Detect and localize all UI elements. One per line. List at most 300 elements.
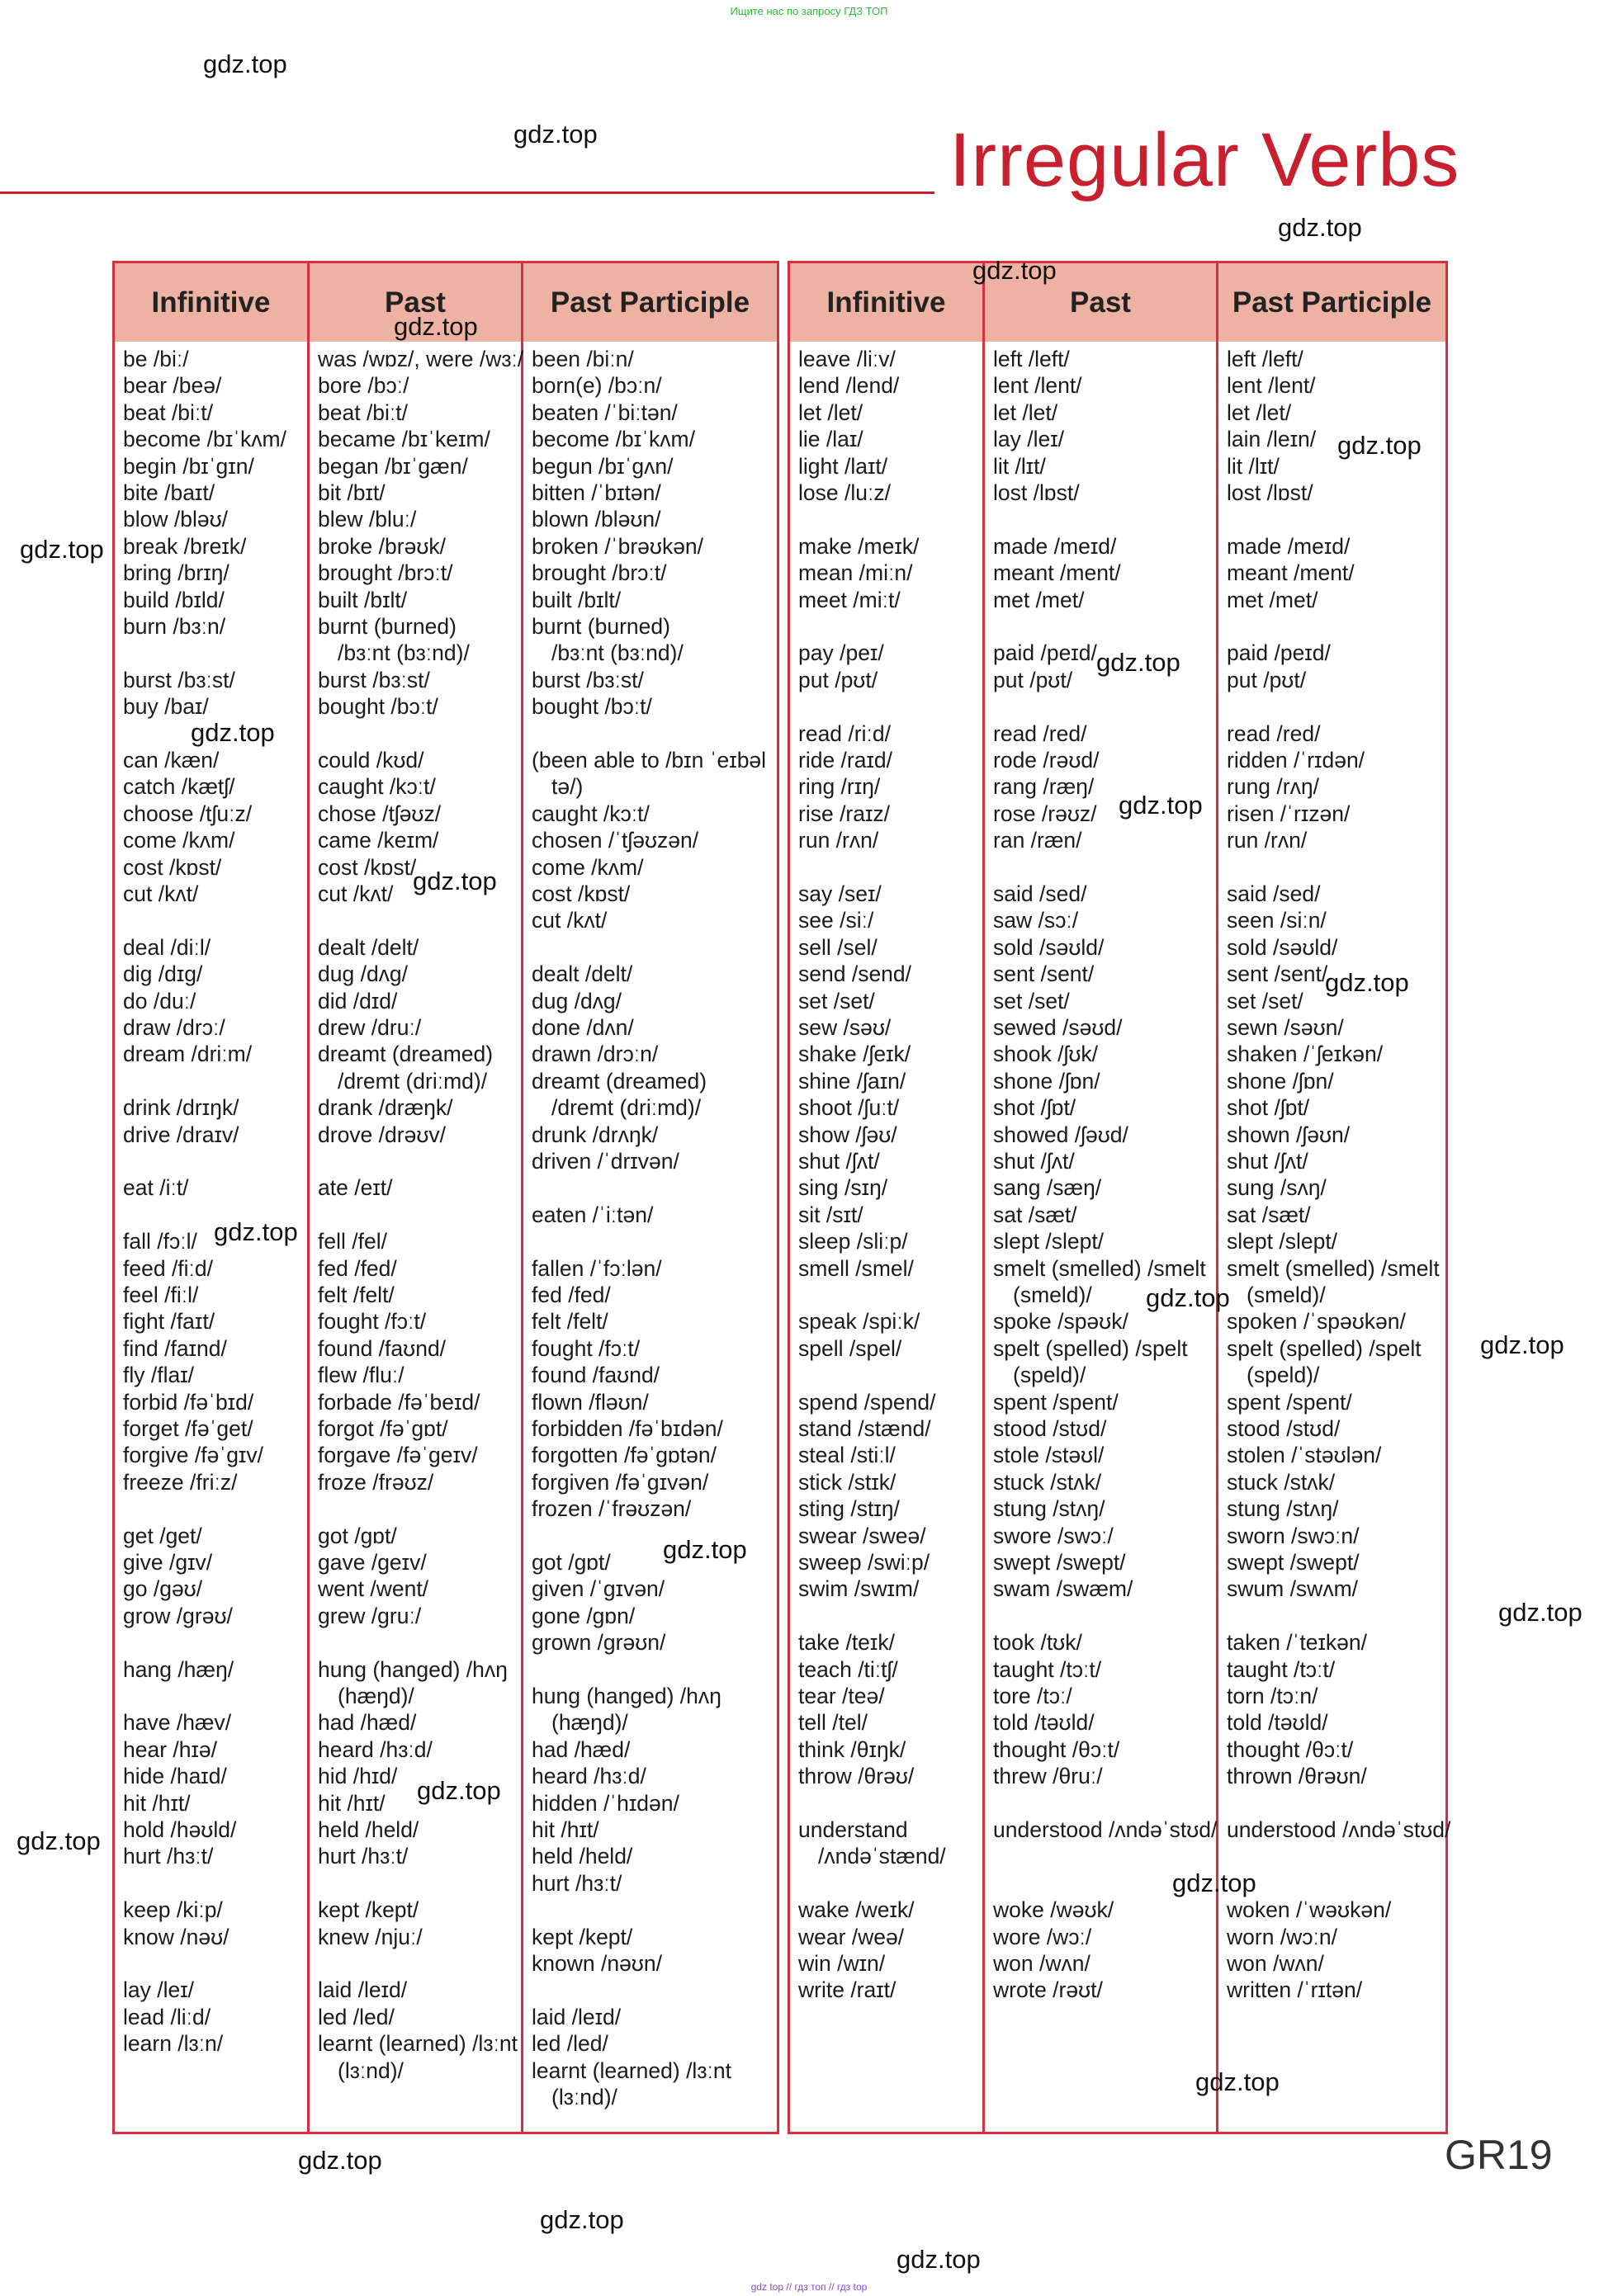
verb-form: made /meɪd/ [1227,533,1351,559]
verb-form: forbade /fəˈbeɪd/ [318,1389,480,1415]
verb-form: forgave /fəˈgeɪv/ [318,1443,478,1468]
verb-form: grew /gruː/ [318,1603,422,1628]
verb-form: win /wɪn/ [798,1951,886,1976]
verb-form: (lɜːnd)/ [551,2085,617,2109]
verb-form: threw /θruː/ [993,1764,1103,1789]
verb-form: swept /swept/ [1227,1550,1360,1575]
verb-form: had /hæd/ [318,1710,417,1736]
verb-form: sung /sʌŋ/ [1227,1175,1327,1201]
verb-form: let /let/ [993,399,1058,425]
verb-form: lain /leɪn/ [1227,427,1317,452]
verb-form: hear /hɪə/ [123,1736,218,1762]
verb-form: fall /fɔːl/ [123,1229,197,1254]
verb-form: came /keɪm/ [318,828,439,853]
verb-form: spent /spent/ [1227,1389,1352,1415]
verb-form: lent /lent/ [993,373,1082,399]
verb-form: wrote /rəʊt/ [993,1977,1103,2003]
verb-form: spelt (spelled) /spelt [993,1335,1188,1361]
verb-form: heard /hɜːd/ [318,1736,433,1762]
verb-form: mean /miːn/ [798,560,913,586]
verb-form: lost /lɒst/ [1227,480,1313,505]
verb-form: get /get/ [123,1523,202,1548]
verb-form: could /kʊd/ [318,748,424,772]
verb-form: torn /tɔːn/ [1227,1684,1318,1708]
verb-form: drawn /drɔːn/ [532,1042,659,1067]
verb-form: run /rʌn/ [798,828,879,853]
verb-form: lost /lɒst/ [993,480,1080,505]
verb-form: knew /njuː/ [318,1924,423,1949]
verb-form: do /duː/ [123,988,196,1013]
verb-form: go /gəʊ/ [123,1576,203,1602]
verb-form: lay /leɪ/ [123,1977,195,2003]
verb-form: find /faɪnd/ [123,1335,227,1361]
verb-form: thrown /θrəʊn/ [1227,1764,1367,1789]
watermark: gdz.top [417,1776,501,1805]
verb-form: swept /swept/ [993,1550,1126,1575]
verb-form: sworn /swɔːn/ [1227,1523,1360,1548]
verb-form: spoke /spəʊk/ [993,1309,1128,1335]
verb-form: cut /kʌt/ [532,908,608,933]
watermark: gdz.top [17,1826,101,1855]
verb-form: cost /kɒst/ [123,854,222,880]
verb-form: understood /ʌndəˈstʊd/ [1227,1817,1451,1842]
verb-form: taught /tɔːt/ [993,1656,1102,1682]
verb-form: put /pʊt/ [993,667,1073,692]
verb-form: drink /drɪŋk/ [123,1095,239,1121]
verb-form: burst /bɜːst/ [123,667,235,692]
verb-form: beat /biːt/ [123,399,214,425]
verb-form: say /seɪ/ [798,881,882,906]
verb-form: got /gɒt/ [532,1550,611,1575]
verb-form: did /dɪd/ [318,988,398,1013]
watermark: gdz.top [1325,968,1409,997]
verb-form: stood /stʊd/ [993,1416,1107,1441]
verb-form: left /left/ [993,347,1070,371]
verb-form: fed /fed/ [532,1283,611,1307]
verb-form: eaten /ˈiːtən/ [532,1202,654,1227]
watermark: gdz.top [972,256,1057,285]
watermark: gdz.top [1096,648,1180,677]
verb-form: stuck /stʌk/ [993,1469,1102,1495]
watermark: gdz.top [1498,1598,1583,1627]
verb-form: shone /ʃɒn/ [993,1068,1100,1094]
verb-form: (smeld)/ [1013,1283,1092,1307]
verb-form: sat /sæt/ [993,1202,1077,1227]
verb-form: dreamt (dreamed) [532,1068,707,1094]
verb-form: smell /smel/ [798,1255,914,1281]
verb-form: built /bɪlt/ [318,587,408,612]
verb-form: let /let/ [798,399,863,425]
verb-form: burnt (burned) [318,614,457,639]
verb-form: stung /stʌŋ/ [993,1496,1105,1522]
verb-form: run /rʌn/ [1227,828,1308,853]
verb-form: built /bɪlt/ [532,587,622,612]
watermark: gdz.top [897,2245,981,2274]
verb-form: shut /ʃʌt/ [1227,1149,1308,1174]
verb-form: rang /ræŋ/ [993,774,1095,800]
verb-form: sewed /səʊd/ [993,1015,1123,1040]
verb-form: found /faʊnd/ [318,1335,447,1361]
header-past: Past [1070,286,1131,319]
verb-form: spoken /ˈspəʊkən/ [1227,1309,1406,1335]
verb-form: smelt (smelled) /smelt [1227,1255,1440,1281]
verb-form: dug /dʌg/ [318,961,409,987]
verb-form: felt /felt/ [318,1283,395,1307]
verb-form: heard /hɜːd/ [532,1764,646,1789]
watermark: gdz.top [413,867,497,895]
verb-form: feed /fiːd/ [123,1255,214,1281]
verb-form: /bɜːnt (bɜːnd)/ [338,640,470,666]
verb-form: stuck /stʌk/ [1227,1469,1336,1495]
verb-form: grown /grəʊn/ [532,1630,666,1656]
verb-form: made /meɪd/ [993,533,1117,559]
verb-form: pay /peɪ/ [798,640,884,666]
header-infinitive: Infinitive [151,286,271,319]
verb-form: freeze /friːz/ [123,1469,238,1495]
verb-form: felt /felt/ [532,1309,608,1335]
verb-form: forbid /fəˈbɪd/ [123,1389,254,1415]
verb-form: put /pʊt/ [798,667,878,692]
verb-form: sang /sæŋ/ [993,1175,1102,1201]
verb-form: forgiven /fəˈgɪvən/ [532,1469,709,1495]
verb-form: ridden /ˈrɪdən/ [1227,748,1365,772]
verb-form: met /met/ [993,587,1085,612]
verb-form: known /nəʊn/ [532,1951,662,1976]
verb-form: have /hæv/ [123,1710,232,1736]
verb-form: bought /bɔːt/ [318,694,438,720]
verb-form: said /sed/ [1227,881,1321,906]
verb-form: bite /baɪt/ [123,480,215,505]
verb-form: born(e) /bɔːn/ [532,373,662,399]
verb-form: blown /bləʊn/ [532,507,661,532]
verb-form: take /teɪk/ [798,1630,895,1656]
verb-form: shine /ʃaɪn/ [798,1068,906,1094]
verb-form: held /held/ [318,1817,419,1842]
header-past-participle: Past Participle [1232,286,1432,319]
verb-form: gave /geɪv/ [318,1550,427,1575]
verb-form: hit /hɪt/ [318,1790,386,1816]
verb-form: tell /tel/ [798,1710,868,1736]
verb-form: sting /stɪŋ/ [798,1496,900,1522]
verb-form: sent /sent/ [1227,961,1328,987]
verb-form: swore /swɔː/ [993,1523,1114,1548]
verb-form: shook /ʃʊk/ [993,1042,1099,1067]
verb-form: cut /kʌt/ [123,881,199,906]
verb-form: set /set/ [798,988,875,1013]
verb-form: said /sed/ [993,881,1087,906]
verb-form: tə/) [551,774,584,800]
verb-form: deal /diːl/ [123,934,211,960]
column-divider [982,263,985,2132]
verb-form: teach /tiːtʃ/ [798,1656,898,1682]
verb-form: beat /biːt/ [318,399,409,425]
verb-form: shaken /ˈʃeɪkən/ [1227,1042,1384,1067]
verb-form: drove /drəʊv/ [318,1122,446,1147]
verb-form: chosen /ˈtʃəʊzən/ [532,828,699,853]
verb-form: think /θɪŋk/ [798,1736,906,1762]
verb-form: took /tʊk/ [993,1630,1082,1656]
verb-form: froze /frəʊz/ [318,1469,434,1495]
verb-form: told /təʊld/ [993,1710,1095,1736]
verb-form: learnt (learned) /lɜːnt [532,2057,731,2083]
verb-form: keep /kiːp/ [123,1897,223,1923]
watermark: gdz.top [1146,1283,1230,1312]
verb-form: hit /hɪt/ [532,1817,599,1842]
verb-form: been /biːn/ [532,347,634,371]
verb-form: taken /ˈteɪkən/ [1227,1630,1367,1656]
verb-form: kept /kept/ [318,1897,419,1923]
verb-form: become /bɪˈkʌm/ [123,427,286,452]
verb-form: (speld)/ [1013,1363,1086,1388]
verb-form: bore /bɔː/ [318,373,409,399]
verb-form: hurt /hɜːt/ [123,1844,214,1869]
verb-form: steal /stiːl/ [798,1443,896,1468]
verb-form: cost /kɒst/ [532,881,631,906]
verb-form: set /set/ [1227,988,1303,1013]
verb-form: forbidden /fəˈbɪdən/ [532,1416,723,1441]
verb-form: leave /liːv/ [798,347,896,371]
verb-form: began /bɪˈgæn/ [318,453,468,479]
verb-form: tore /tɔː/ [993,1684,1072,1708]
verb-form: rose /rəʊz/ [993,801,1097,826]
verb-form: shut /ʃʌt/ [993,1149,1075,1174]
verb-form: thought /θɔːt/ [993,1736,1120,1762]
column-divider [1216,263,1218,2132]
verb-form: show /ʃəʊ/ [798,1122,897,1147]
verb-form: come /kʌm/ [532,854,644,880]
verb-form: hung (hanged) /hʌŋ [532,1684,721,1708]
verb-form: light /laɪt/ [798,453,888,479]
verb-form: woken /ˈwəʊkən/ [1227,1897,1392,1923]
verb-form: hit /hɪt/ [123,1790,191,1816]
watermark: gdz.top [1172,1868,1256,1897]
verb-form: brought /brɔːt/ [532,560,667,586]
verb-form: stolen /ˈstəʊlən/ [1227,1443,1382,1468]
verb-form: understand [798,1817,908,1842]
title-rule [0,191,934,194]
verb-form: rode /rəʊd/ [993,748,1100,772]
watermark: gdz.top [1119,791,1203,820]
verb-form: swam /swæm/ [993,1576,1133,1602]
verb-form: learn /lɜːn/ [123,2031,224,2057]
verb-form: risen /ˈrɪzən/ [1227,801,1351,826]
verb-form: kept /kept/ [532,1924,633,1949]
verb-form: be /biː/ [123,347,189,371]
verb-form: hide /haɪd/ [123,1764,227,1789]
top-note: Ищите нас по запросу ГДЗ ТОП [730,5,888,17]
verbs-table-left [112,261,779,2134]
verb-form: dealt /delt/ [532,961,633,987]
watermark: gdz.top [298,2146,382,2175]
verb-form: laid /leɪd/ [532,2004,622,2029]
watermark: gdz.top [20,535,104,564]
verb-form: bitten /ˈbɪtən/ [532,480,661,505]
verb-form: (hæŋd)/ [551,1710,628,1736]
verb-form: cost /kɒst/ [318,854,417,880]
table-header-right [790,263,1445,342]
verb-form: frozen /ˈfrəʊzən/ [532,1496,692,1522]
verb-form: drive /draɪv/ [123,1122,239,1147]
verb-form: dug /dʌg/ [532,988,622,1013]
verb-form: sold /səʊld/ [993,934,1105,960]
watermark: gdz.top [1480,1330,1564,1359]
verb-form: meet /miːt/ [798,587,901,612]
verbs-table-right [788,261,1451,2134]
verb-form: /dremt (driːmd)/ [551,1095,702,1121]
verb-form: understood /ʌndəˈstʊd/ [993,1817,1218,1842]
verb-form: ate /eɪt/ [318,1175,393,1201]
verb-form: won /wʌn/ [993,1951,1090,1976]
verb-form: fought /fɔːt/ [532,1335,641,1361]
verb-form: blew /bluː/ [318,507,417,532]
verb-form: fought /fɔːt/ [318,1309,427,1335]
verb-form: read /red/ [1227,720,1321,746]
verb-form: forget /fəˈget/ [123,1416,253,1441]
verb-form: learnt (learned) /lɜːnt [318,2031,518,2057]
verb-form: fly /flaɪ/ [123,1363,195,1388]
verb-form: slept /slept/ [993,1229,1105,1254]
verb-form: wore /wɔː/ [993,1924,1092,1949]
verb-form: stand /stænd/ [798,1416,931,1441]
verb-form: begin /bɪˈgɪn/ [123,453,254,479]
verb-form: fallen /ˈfɔːlən/ [532,1255,662,1281]
verb-form: buy /baɪ/ [123,694,209,720]
verb-form: swim /swɪm/ [798,1576,920,1602]
verb-form: eat /iːt/ [123,1175,189,1201]
verb-form: sing /sɪŋ/ [798,1175,888,1201]
verb-form: see /siː/ [798,908,874,933]
verb-form: let /let/ [1227,399,1292,425]
verb-form: done /dʌn/ [532,1015,634,1040]
verb-form: found /faʊnd/ [532,1363,660,1388]
verb-form: driven /ˈdrɪvən/ [532,1149,679,1174]
verb-form: dream /driːm/ [123,1042,253,1067]
verb-form: paid /peɪd/ [993,640,1097,666]
verb-form: catch /kætʃ/ [123,774,235,800]
verb-form: fed /fed/ [318,1255,397,1281]
verb-form: left /left/ [1227,347,1303,371]
verb-form: beaten /ˈbiːtən/ [532,399,678,425]
watermark: gdz.top [394,312,478,341]
verb-form: flew /fluː/ [318,1363,404,1388]
verb-form: hidden /ˈhɪdən/ [532,1790,679,1816]
verb-form: throw /θrəʊ/ [798,1764,915,1789]
verb-form: flown /fləʊn/ [532,1389,649,1415]
verb-form: sell /sel/ [798,934,878,960]
verb-form: smelt (smelled) /smelt [993,1255,1206,1281]
watermark: gdz.top [191,718,275,747]
header-past-participle: Past Participle [550,286,750,319]
verb-form: swum /swʌm/ [1227,1576,1358,1602]
verb-form: dig /dɪg/ [123,961,203,987]
verb-form: sew /səʊ/ [798,1015,892,1040]
watermark: gdz.top [1195,2067,1280,2096]
verb-form: went /went/ [318,1576,429,1602]
verb-form: shut /ʃʌt/ [798,1149,880,1174]
header-past: Past [385,286,446,319]
verb-form: bring /brɪŋ/ [123,560,229,586]
verb-form: read /red/ [993,720,1087,746]
verb-form: set /set/ [993,988,1070,1013]
verb-form: rise /raɪz/ [798,801,891,826]
verb-form: ring /rɪŋ/ [798,774,881,800]
watermark: gdz.top [540,2205,624,2234]
verb-form: stole /stəʊl/ [993,1443,1105,1468]
verb-form: /bɜːnt (bɜːnd)/ [551,640,684,666]
verb-form: build /bɪld/ [123,587,225,612]
verb-form: shot /ʃɒt/ [993,1095,1076,1121]
verb-form: drew /druː/ [318,1015,422,1040]
verb-form: send /send/ [798,961,912,987]
verb-form: hurt /hɜːt/ [318,1844,409,1869]
verb-form: begun /bɪˈgʌn/ [532,453,674,479]
verb-form: lend /lend/ [798,373,900,399]
verb-form: spell /spel/ [798,1335,902,1361]
verb-form: tear /teə/ [798,1684,885,1708]
verb-form: forgive /fəˈgɪv/ [123,1443,263,1468]
verb-form: lit /lɪt/ [1227,453,1280,479]
verb-form: sweep /swiːp/ [798,1550,930,1575]
verb-form: come /kʌm/ [123,828,235,853]
verb-form: burn /bɜːn/ [123,614,226,639]
verb-form: read /riːd/ [798,720,891,746]
verb-form: spend /spend/ [798,1389,936,1415]
verb-form: dealt /delt/ [318,934,419,960]
verb-form: lose /luːz/ [798,480,891,505]
verb-form: (speld)/ [1247,1363,1320,1388]
verb-form: shoot /ʃuːt/ [798,1095,900,1121]
verb-form: sleep /sliːp/ [798,1229,908,1254]
verb-form: broken /ˈbrəʊkən/ [532,533,704,559]
verb-form: woke /wəʊk/ [993,1897,1114,1923]
bottom-note: gdz top // гдз топ // гдз top [750,2281,868,2293]
verb-form: shown /ʃəʊn/ [1227,1122,1351,1147]
page-number: GR19 [1445,2132,1553,2178]
verb-form: ran /ræn/ [993,828,1082,853]
verb-form: swear /sweə/ [798,1523,926,1548]
verb-form: showed /ʃəʊd/ [993,1122,1128,1147]
verb-form: make /meɪk/ [798,533,920,559]
column-divider [307,263,310,2132]
verb-form: ride /raɪd/ [798,748,893,772]
verb-form: stung /stʌŋ/ [1227,1496,1339,1522]
verb-form: chose /tʃəʊz/ [318,801,442,826]
verb-form: (been able to /bɪn ˈeɪbəl [532,748,767,772]
watermark: gdz.top [1278,213,1362,242]
verb-form: led /led/ [318,2004,395,2029]
verb-form: (lɜːnd)/ [338,2057,404,2083]
verb-form: stick /stɪk/ [798,1469,897,1495]
watermark: gdz.top [663,1535,747,1564]
verb-form: bit /bɪt/ [318,480,386,505]
verb-form: give /gɪv/ [123,1550,213,1575]
verb-form: /dremt (driːmd)/ [338,1068,488,1094]
verb-form: spelt (spelled) /spelt [1227,1335,1422,1361]
verb-form: wear /weə/ [798,1924,905,1949]
verb-form: fight /faɪt/ [123,1309,215,1335]
verb-form: dreamt (dreamed) [318,1042,494,1067]
verb-form: fell /fel/ [318,1229,387,1254]
verb-form: lead /liːd/ [123,2004,211,2029]
verb-form: drunk /drʌŋk/ [532,1122,659,1147]
verb-form: bear /beə/ [123,373,222,399]
verb-form: put /pʊt/ [1227,667,1307,692]
verb-form: got /gɒt/ [318,1523,397,1548]
verb-form: hold /həʊld/ [123,1817,237,1842]
verb-form: met /met/ [1227,587,1318,612]
verb-form: shot /ʃɒt/ [1227,1095,1310,1121]
watermark: gdz.top [513,120,598,149]
